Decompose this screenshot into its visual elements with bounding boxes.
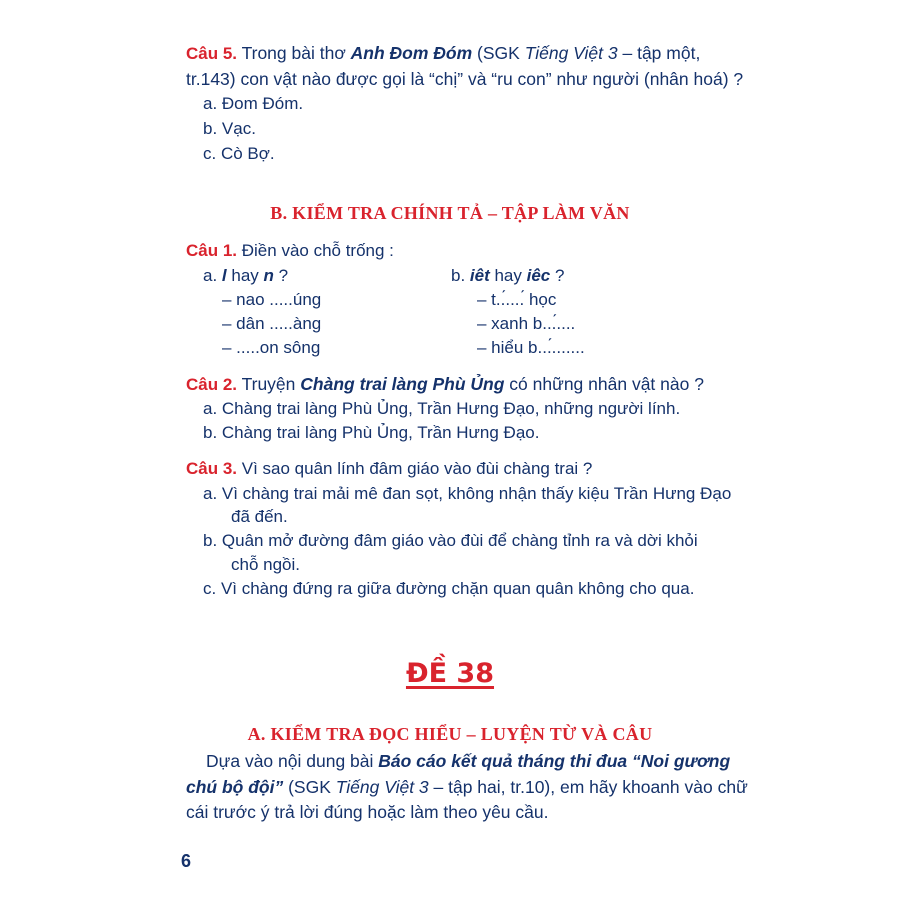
lesson-title: Báo cáo kết quả tháng thi đua “Noi gương xyxy=(378,751,731,771)
poem-title: Anh Đom Đóm xyxy=(350,43,473,63)
q5-option-c: c. Cò Bợ. xyxy=(203,144,275,163)
b-q3-line: Câu 3. Vì sao quân lính đâm giáo vào đùi chàng trai ? xyxy=(186,459,593,478)
intro-line2: chú bộ đội” (SGK Tiếng Việt 3 – tập hai, tr.10), em hãy khoanh vào chữ xyxy=(186,777,748,797)
q3-option-a: a. Vì chàng trai mải mê đan sọt, không nhận thấy kiệu Trần Hưng Đạo xyxy=(203,484,732,503)
b-q1-label: Câu 1. xyxy=(186,241,238,260)
b-q2-label: Câu 2. xyxy=(186,375,238,394)
q1-col-b-item: – hiểu b...́....... xyxy=(477,338,585,357)
section-a-heading: A. KIỂM TRA ĐỌC HIỂU – LUYỆN TỪ VÀ CÂU xyxy=(247,724,653,744)
q3-option-c: c. Vì chàng đứng ra giữa đường chặn quan quân không cho qua. xyxy=(203,579,695,598)
q1-col-b-item: – xanh b...́.... xyxy=(477,314,576,333)
q1-col-a-item: – nao .....úng xyxy=(222,290,322,309)
q1-col-a-item: – .....on sông xyxy=(222,338,321,357)
section-b-heading: B. KIỂM TRA CHÍNH TẢ – TẬP LÀM VĂN xyxy=(270,203,630,223)
q1-col-b-item: – t..́....́ học xyxy=(477,290,557,309)
intro-line1: Dựa vào nội dung bài Báo cáo kết quả tháng thi đua “Noi gương xyxy=(206,751,731,771)
q1-col-b-header: b. iêt hay iêc ? xyxy=(451,266,565,285)
exam-title: ĐỀ 38 xyxy=(405,658,495,689)
q2-option-a: a. Chàng trai làng Phù Ủng, Trần Hưng Đạo, những người lính. xyxy=(203,399,681,418)
q5-option-b: b. Vạc. xyxy=(203,119,256,138)
q1-col-a-item: – dân .....àng xyxy=(222,314,322,333)
story-title: Chàng trai làng Phù Ủng xyxy=(300,374,505,394)
q5-label: Câu 5. xyxy=(186,44,238,63)
q3-option-b-cont: chỗ ngồi. xyxy=(231,555,300,574)
q5-option-a: a. Đom Đóm. xyxy=(203,94,304,113)
intro-line3: cái trước ý trả lời đúng hoặc làm theo yêu cầu. xyxy=(186,802,549,822)
q2-option-b: b. Chàng trai làng Phù Ủng, Trần Hưng Đạo. xyxy=(203,423,540,442)
q3-option-b: b. Quân mở đường đâm giáo vào đùi để chàng tỉnh ra và dời khỏi xyxy=(203,531,698,550)
q5-line1: Câu 5. Trong bài thơ Anh Đom Đóm (SGK Tiếng Việt 3 – tập một, xyxy=(186,43,701,63)
q5-line2: tr.143) con vật nào được gọi là “chị” và “ru con” như người (nhân hoá) ? xyxy=(186,69,744,89)
b-q3-label: Câu 3. xyxy=(186,459,238,478)
b-q1-line: Câu 1. Điền vào chỗ trống : xyxy=(186,241,394,260)
q3-option-a-cont: đã đến. xyxy=(231,507,288,526)
b-q2-line: Câu 2. Truyện Chàng trai làng Phù Ủng có những nhân vật nào ? xyxy=(186,374,704,394)
page-number: 6 xyxy=(181,851,192,871)
q1-col-a-header: a. l hay n ? xyxy=(203,266,289,285)
